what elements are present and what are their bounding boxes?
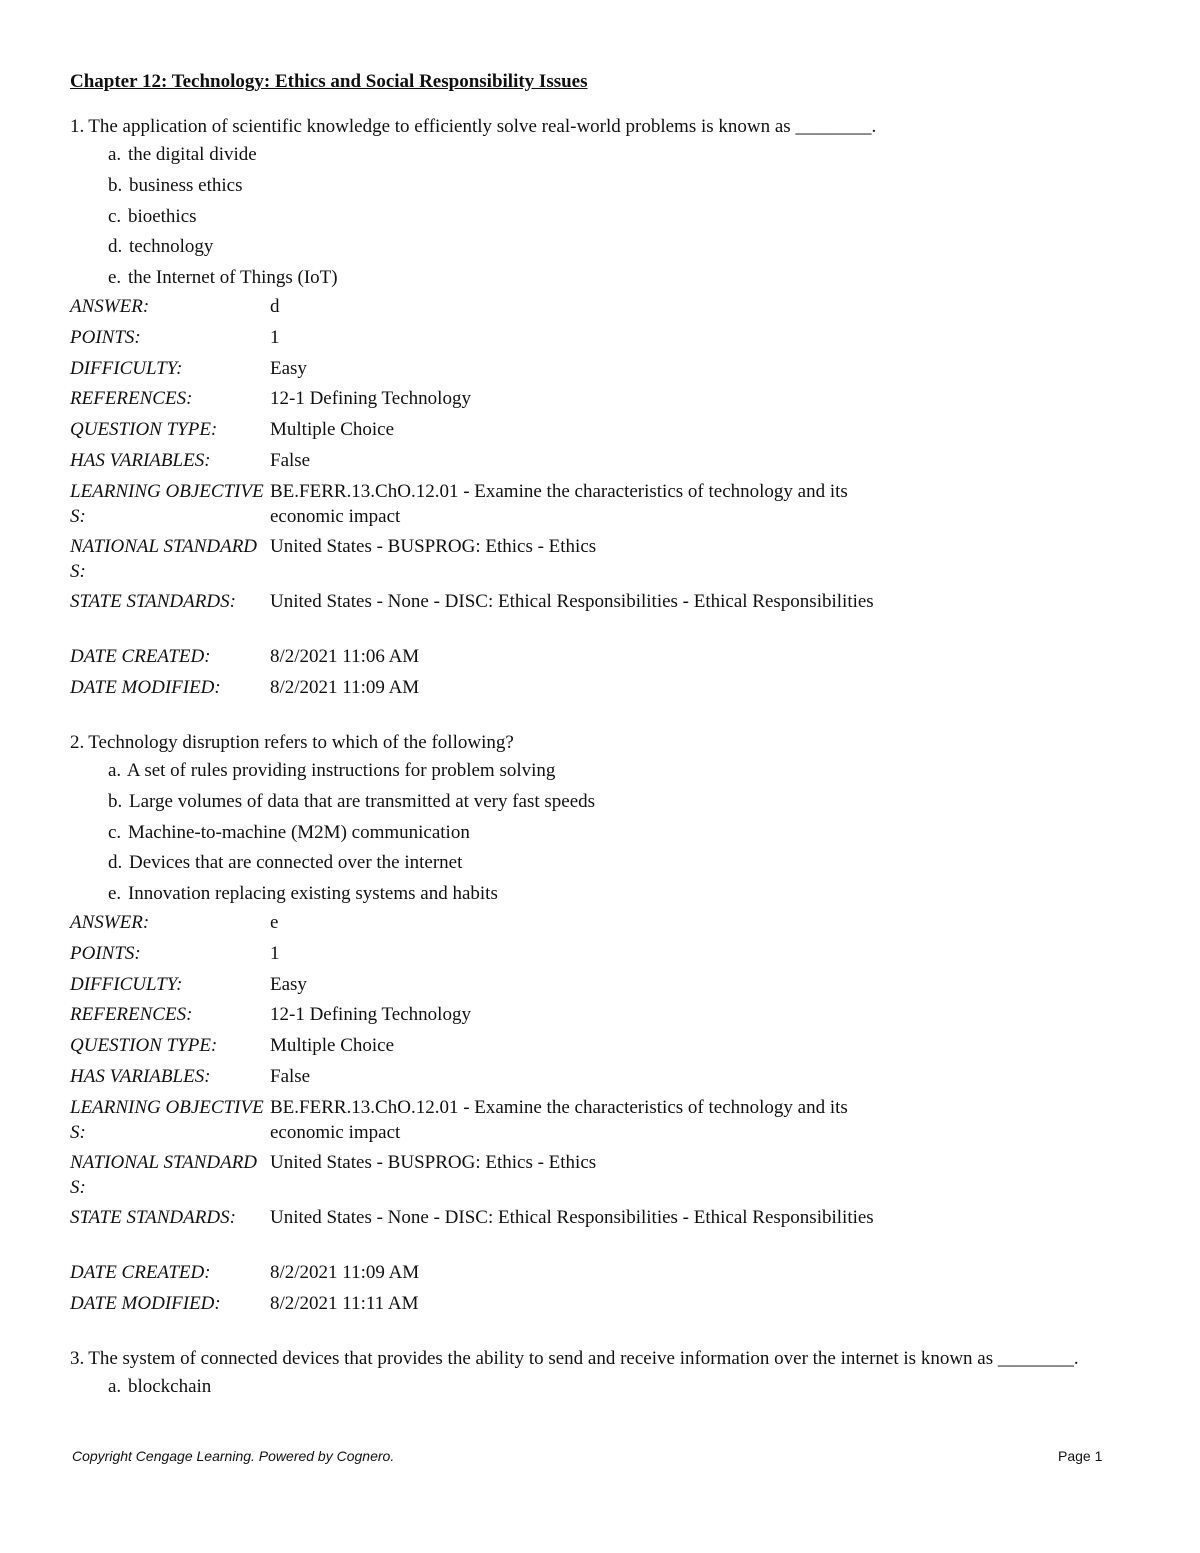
chapter-title: Chapter 12: Technology: Ethics and Social Responsibility Issues: [70, 71, 588, 92]
option-letter: a.: [108, 1376, 122, 1397]
meta-row-question-type: [70, 1033, 1130, 1064]
meta-value: United States - None - DISC: Ethical Responsibilities - Ethical Responsibilities: [270, 1206, 874, 1228]
option-text: bioethics: [127, 205, 197, 227]
meta-label: DIFFICULTY:: [70, 973, 183, 995]
meta-value: 12-1 Defining Technology: [270, 388, 471, 410]
option-letter: c.: [108, 205, 122, 227]
option-text: technology: [129, 236, 214, 258]
option-letter: a.: [108, 760, 122, 781]
option-letter: e.: [108, 883, 122, 905]
meta-label: ANSWER:: [70, 295, 150, 317]
meta-label: LEARNING OBJECTIVES:: [70, 1096, 264, 1144]
option-text: Innovation replacing existing systems and habits: [127, 883, 498, 905]
meta-label: POINTS:: [70, 326, 141, 348]
option-text: Large volumes of data that are transmitted at very fast speeds: [129, 790, 596, 812]
meta-label: STATE STANDARDS:: [70, 590, 236, 612]
meta-row-date-created: [70, 644, 1130, 675]
option-letter: c.: [108, 821, 122, 843]
meta-value: Easy: [270, 357, 307, 379]
meta-value: 8/2/2021 11:09 AM: [270, 676, 420, 698]
question-3: [70, 1346, 1130, 1403]
option-text: A set of rules providing instructions for problem solving: [126, 760, 556, 781]
meta-label: QUESTION TYPE:: [70, 419, 218, 441]
option-text: Machine-to-machine (M2M) communication: [127, 821, 470, 843]
option-letter: a.: [108, 144, 122, 165]
meta-row-has-variables: [70, 448, 1130, 479]
meta-label: NATIONAL STANDARDS:: [70, 1151, 258, 1199]
meta-label: HAS VARIABLES:: [70, 449, 211, 471]
option-letter: e.: [108, 267, 122, 289]
question-2: [70, 730, 1130, 1321]
meta-value: d: [270, 295, 280, 317]
meta-row-state-standards: [70, 1205, 1130, 1260]
meta-value: BE.FERR.13.ChO.12.01 - Examine the characteristics of technology and its economic impact: [270, 480, 848, 528]
question-stem: [70, 1346, 1130, 1372]
meta-row-date-modified: [70, 1291, 1130, 1322]
meta-value: United States - BUSPROG: Ethics - Ethics: [270, 535, 597, 557]
option-letter: b.: [108, 790, 123, 812]
meta-label: LEARNING OBJECTIVES:: [70, 480, 264, 528]
meta-label: NATIONAL STANDARDS:: [70, 535, 258, 583]
option-letter: d.: [108, 236, 123, 258]
meta-row-references: [70, 386, 1130, 417]
option-letter: b.: [108, 174, 123, 196]
meta-row-date-created: [70, 1260, 1130, 1291]
meta-row-points: [70, 941, 1130, 972]
question-stem: [70, 730, 1130, 756]
answer-option: [70, 140, 1130, 171]
option-text: the digital divide: [127, 144, 257, 165]
meta-label: ANSWER:: [70, 911, 150, 933]
meta-value: 8/2/2021 11:06 AM: [270, 645, 420, 667]
meta-label: REFERENCES:: [70, 1004, 193, 1026]
question-text: The application of scientific knowledge to efficiently solve real-world problems is known as ________.: [88, 116, 877, 137]
meta-label: DATE CREATED:: [70, 645, 211, 667]
answer-option: [70, 756, 1130, 787]
question-text: The system of connected devices that provides the ability to send and receive information over the internet is known as ________.: [88, 1348, 1079, 1369]
option-text: the Internet of Things (IoT): [127, 267, 338, 289]
meta-value: 1: [270, 326, 280, 348]
answer-option: [70, 879, 1130, 910]
meta-row-learning-objectives: [70, 479, 1130, 534]
meta-label: STATE STANDARDS:: [70, 1206, 236, 1228]
meta-label: HAS VARIABLES:: [70, 1065, 211, 1087]
option-letter: d.: [108, 852, 123, 874]
meta-row-difficulty: [70, 972, 1130, 1003]
meta-row-national-standards: [70, 534, 1130, 589]
meta-value: False: [270, 449, 311, 471]
meta-label: DATE MODIFIED:: [70, 676, 221, 698]
meta-value: False: [270, 1065, 311, 1087]
question-text: Technology disruption refers to which of the following?: [88, 732, 514, 753]
footer-copyright: Copyright Cengage Learning. Powered by Cognero.: [72, 1448, 395, 1464]
question-number: 1.: [70, 116, 85, 137]
meta-row-points: [70, 325, 1130, 356]
meta-row-answer: [70, 910, 1130, 941]
meta-row-national-standards: [70, 1150, 1130, 1205]
answer-option: [70, 1372, 1130, 1403]
meta-value: Multiple Choice: [270, 419, 395, 441]
meta-value: 1: [270, 942, 280, 964]
option-text: business ethics: [129, 174, 243, 196]
answer-option: [70, 232, 1130, 263]
meta-label: QUESTION TYPE:: [70, 1035, 218, 1057]
question-number: 2.: [70, 732, 85, 753]
meta-label: DIFFICULTY:: [70, 357, 183, 379]
answer-option: [70, 171, 1130, 202]
question-number: 3.: [70, 1348, 85, 1369]
meta-value: United States - None - DISC: Ethical Responsibilities - Ethical Responsibilities: [270, 590, 874, 612]
meta-row-has-variables: [70, 1064, 1130, 1095]
meta-value: Easy: [270, 973, 307, 995]
footer-page-number: Page 1: [1058, 1448, 1103, 1464]
meta-value: e: [270, 911, 279, 933]
meta-label: POINTS:: [70, 942, 141, 964]
meta-value: 12-1 Defining Technology: [270, 1004, 471, 1026]
option-text: Devices that are connected over the internet: [129, 852, 463, 874]
answer-option: [70, 818, 1130, 849]
meta-row-state-standards: [70, 589, 1130, 644]
meta-row-difficulty: [70, 356, 1130, 387]
meta-row-learning-objectives: [70, 1095, 1130, 1150]
question-stem: [70, 114, 1130, 140]
meta-label: DATE CREATED:: [70, 1261, 211, 1283]
meta-row-question-type: [70, 417, 1130, 448]
meta-label: REFERENCES:: [70, 388, 193, 410]
answer-option: [70, 202, 1130, 233]
meta-value: United States - BUSPROG: Ethics - Ethics: [270, 1151, 597, 1173]
answer-option: [70, 848, 1130, 879]
meta-value: Multiple Choice: [270, 1035, 395, 1057]
answer-option: [70, 787, 1130, 818]
answer-option: [70, 263, 1130, 294]
meta-row-references: [70, 1002, 1130, 1033]
meta-value: 8/2/2021 11:11 AM: [270, 1292, 419, 1314]
meta-label: DATE MODIFIED:: [70, 1292, 221, 1314]
meta-row-answer: [70, 294, 1130, 325]
meta-value: BE.FERR.13.ChO.12.01 - Examine the characteristics of technology and its economic impact: [270, 1096, 848, 1144]
meta-value: 8/2/2021 11:09 AM: [270, 1261, 420, 1283]
option-text: blockchain: [127, 1376, 212, 1397]
meta-row-date-modified: [70, 675, 1130, 706]
question-1: [70, 114, 1130, 705]
